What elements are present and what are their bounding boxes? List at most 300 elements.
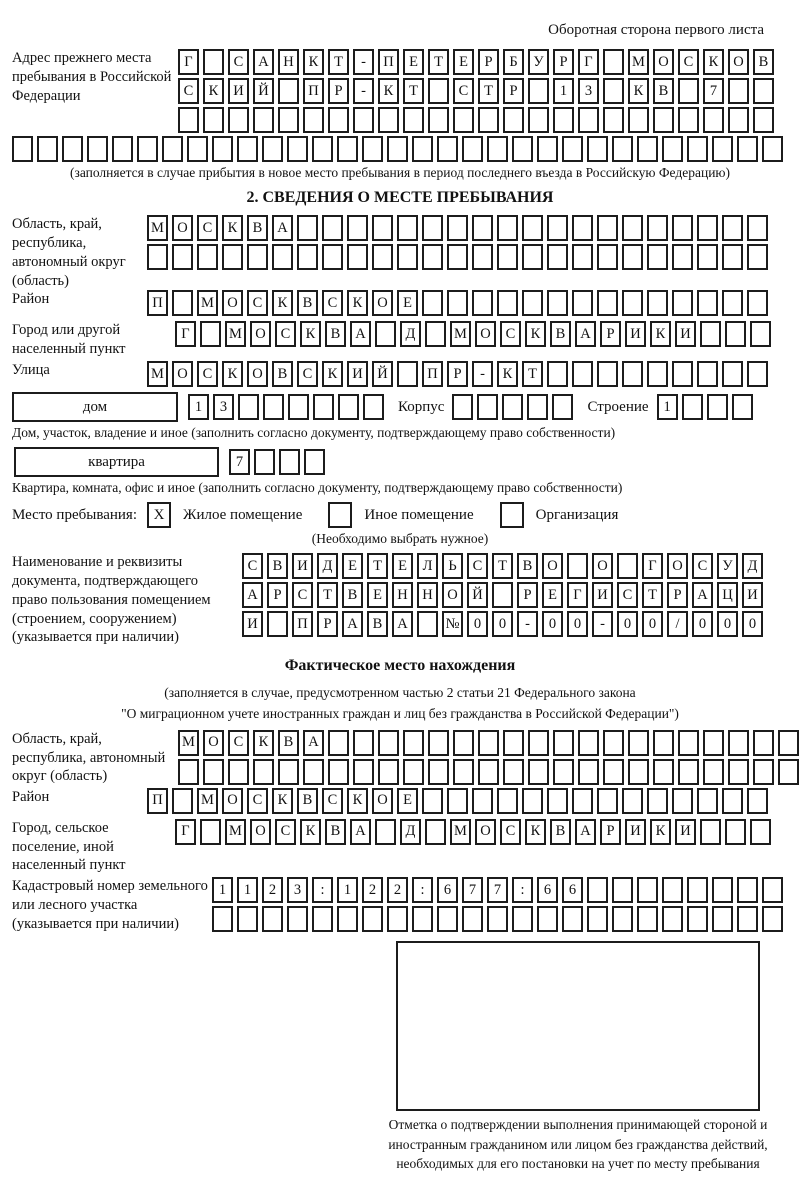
char-box[interactable]: [553, 759, 574, 785]
char-box[interactable]: [112, 136, 133, 162]
char-box[interactable]: [378, 730, 399, 756]
char-box[interactable]: Г: [578, 49, 599, 75]
char-box[interactable]: [372, 215, 393, 241]
char-box[interactable]: М: [225, 819, 246, 845]
checkbox-inoe[interactable]: [328, 502, 352, 528]
char-box[interactable]: М: [450, 819, 471, 845]
char-box[interactable]: Г: [178, 49, 199, 75]
char-box[interactable]: С: [247, 290, 268, 316]
char-box[interactable]: [503, 107, 524, 133]
char-box[interactable]: [453, 107, 474, 133]
char-box[interactable]: [425, 819, 446, 845]
char-box[interactable]: [187, 136, 208, 162]
char-box[interactable]: М: [225, 321, 246, 347]
char-box[interactable]: [578, 107, 599, 133]
char-box[interactable]: [203, 49, 224, 75]
char-box[interactable]: С: [467, 553, 488, 579]
char-box[interactable]: У: [528, 49, 549, 75]
char-box[interactable]: Р: [600, 819, 621, 845]
char-box[interactable]: [87, 136, 108, 162]
char-box[interactable]: О: [172, 215, 193, 241]
char-box[interactable]: 0: [742, 611, 763, 637]
char-box[interactable]: [347, 215, 368, 241]
char-box[interactable]: Н: [392, 582, 413, 608]
char-box[interactable]: М: [197, 788, 218, 814]
char-box[interactable]: 0: [567, 611, 588, 637]
char-box[interactable]: [363, 394, 384, 420]
char-box[interactable]: [312, 136, 333, 162]
char-box[interactable]: В: [517, 553, 538, 579]
char-box[interactable]: И: [228, 78, 249, 104]
char-box[interactable]: [562, 136, 583, 162]
char-box[interactable]: [338, 394, 359, 420]
char-box[interactable]: М: [197, 290, 218, 316]
char-box[interactable]: [347, 244, 368, 270]
char-box[interactable]: В: [753, 49, 774, 75]
char-box[interactable]: [572, 215, 593, 241]
char-box[interactable]: [262, 906, 283, 932]
char-box[interactable]: 3: [287, 877, 308, 903]
char-box[interactable]: [697, 290, 718, 316]
char-box[interactable]: И: [742, 582, 763, 608]
char-box[interactable]: 0: [692, 611, 713, 637]
char-box[interactable]: [200, 321, 221, 347]
char-box[interactable]: [562, 906, 583, 932]
char-box[interactable]: [322, 215, 343, 241]
char-box[interactable]: Б: [503, 49, 524, 75]
char-box[interactable]: К: [525, 321, 546, 347]
char-box[interactable]: Т: [403, 78, 424, 104]
char-box[interactable]: П: [303, 78, 324, 104]
char-box[interactable]: [778, 730, 799, 756]
char-box[interactable]: [278, 107, 299, 133]
char-box[interactable]: [425, 321, 446, 347]
char-box[interactable]: [278, 759, 299, 785]
char-box[interactable]: [272, 244, 293, 270]
char-box[interactable]: [397, 244, 418, 270]
char-box[interactable]: К: [253, 730, 274, 756]
char-box[interactable]: [672, 215, 693, 241]
char-box[interactable]: [378, 759, 399, 785]
char-box[interactable]: В: [367, 611, 388, 637]
char-box[interactable]: О: [222, 788, 243, 814]
char-box[interactable]: [378, 107, 399, 133]
char-box[interactable]: О: [728, 49, 749, 75]
char-box[interactable]: [653, 759, 674, 785]
char-box[interactable]: 3: [578, 78, 599, 104]
char-box[interactable]: [697, 361, 718, 387]
char-box[interactable]: [147, 244, 168, 270]
char-box[interactable]: [462, 136, 483, 162]
char-box[interactable]: Р: [517, 582, 538, 608]
char-box[interactable]: С: [500, 321, 521, 347]
char-box[interactable]: [572, 244, 593, 270]
char-box[interactable]: А: [350, 321, 371, 347]
char-box[interactable]: [578, 759, 599, 785]
char-box[interactable]: [397, 361, 418, 387]
char-box[interactable]: К: [378, 78, 399, 104]
char-box[interactable]: А: [692, 582, 713, 608]
char-box[interactable]: [422, 788, 443, 814]
char-box[interactable]: О: [372, 290, 393, 316]
char-box[interactable]: [412, 906, 433, 932]
char-box[interactable]: Е: [542, 582, 563, 608]
char-box[interactable]: П: [292, 611, 313, 637]
char-box[interactable]: 1: [337, 877, 358, 903]
char-box[interactable]: [662, 906, 683, 932]
char-box[interactable]: [477, 394, 498, 420]
char-box[interactable]: [678, 107, 699, 133]
char-box[interactable]: Т: [428, 49, 449, 75]
char-box[interactable]: О: [203, 730, 224, 756]
char-box[interactable]: [612, 136, 633, 162]
char-box[interactable]: К: [650, 321, 671, 347]
char-box[interactable]: [662, 136, 683, 162]
char-box[interactable]: 7: [462, 877, 483, 903]
char-box[interactable]: [700, 321, 721, 347]
char-box[interactable]: В: [272, 361, 293, 387]
char-box[interactable]: С: [228, 49, 249, 75]
char-box[interactable]: Т: [492, 553, 513, 579]
char-box[interactable]: [678, 78, 699, 104]
char-box[interactable]: [472, 215, 493, 241]
char-box[interactable]: [612, 877, 633, 903]
char-box[interactable]: [522, 244, 543, 270]
char-box[interactable]: С: [453, 78, 474, 104]
char-box[interactable]: [578, 730, 599, 756]
char-box[interactable]: [287, 136, 308, 162]
char-box[interactable]: [200, 819, 221, 845]
char-box[interactable]: Г: [642, 553, 663, 579]
char-box[interactable]: В: [247, 215, 268, 241]
char-box[interactable]: [753, 759, 774, 785]
char-box[interactable]: В: [342, 582, 363, 608]
char-box[interactable]: С: [247, 788, 268, 814]
char-box[interactable]: 0: [617, 611, 638, 637]
char-box[interactable]: [297, 215, 318, 241]
char-box[interactable]: [750, 321, 771, 347]
char-box[interactable]: [172, 788, 193, 814]
char-box[interactable]: П: [147, 788, 168, 814]
char-box[interactable]: [707, 394, 728, 420]
char-box[interactable]: В: [297, 788, 318, 814]
char-box[interactable]: Й: [253, 78, 274, 104]
char-box[interactable]: [253, 107, 274, 133]
char-box[interactable]: [478, 730, 499, 756]
char-box[interactable]: [328, 730, 349, 756]
char-box[interactable]: [572, 788, 593, 814]
char-box[interactable]: [722, 361, 743, 387]
char-box[interactable]: [728, 759, 749, 785]
char-box[interactable]: [487, 136, 508, 162]
char-box[interactable]: Р: [553, 49, 574, 75]
char-box[interactable]: [422, 290, 443, 316]
char-box[interactable]: 1: [212, 877, 233, 903]
char-box[interactable]: [597, 215, 618, 241]
char-box[interactable]: [428, 730, 449, 756]
char-box[interactable]: Г: [567, 582, 588, 608]
char-box[interactable]: [587, 877, 608, 903]
char-box[interactable]: [337, 136, 358, 162]
char-box[interactable]: [662, 877, 683, 903]
char-box[interactable]: [622, 290, 643, 316]
char-box[interactable]: [547, 788, 568, 814]
char-box[interactable]: В: [653, 78, 674, 104]
char-box[interactable]: [228, 759, 249, 785]
char-box[interactable]: [237, 906, 258, 932]
char-box[interactable]: И: [675, 321, 696, 347]
char-box[interactable]: [428, 759, 449, 785]
char-box[interactable]: Р: [317, 611, 338, 637]
char-box[interactable]: К: [300, 819, 321, 845]
char-box[interactable]: [527, 394, 548, 420]
char-box[interactable]: Д: [742, 553, 763, 579]
char-box[interactable]: И: [292, 553, 313, 579]
char-box[interactable]: [700, 819, 721, 845]
char-box[interactable]: О: [442, 582, 463, 608]
char-box[interactable]: [612, 906, 633, 932]
char-box[interactable]: [547, 244, 568, 270]
char-box[interactable]: Ц: [717, 582, 738, 608]
char-box[interactable]: :: [512, 877, 533, 903]
char-box[interactable]: О: [667, 553, 688, 579]
char-box[interactable]: [528, 78, 549, 104]
char-box[interactable]: О: [172, 361, 193, 387]
char-box[interactable]: [472, 290, 493, 316]
char-box[interactable]: К: [525, 819, 546, 845]
char-box[interactable]: [722, 290, 743, 316]
char-box[interactable]: [353, 759, 374, 785]
char-box[interactable]: [522, 290, 543, 316]
char-box[interactable]: [375, 819, 396, 845]
char-box[interactable]: [304, 449, 325, 475]
char-box[interactable]: 0: [642, 611, 663, 637]
char-box[interactable]: [387, 906, 408, 932]
char-box[interactable]: Е: [397, 290, 418, 316]
char-box[interactable]: К: [300, 321, 321, 347]
char-box[interactable]: А: [392, 611, 413, 637]
char-box[interactable]: 1: [188, 394, 209, 420]
char-box[interactable]: [712, 136, 733, 162]
char-box[interactable]: [567, 553, 588, 579]
char-box[interactable]: Р: [600, 321, 621, 347]
char-box[interactable]: Д: [400, 819, 421, 845]
char-box[interactable]: [732, 394, 753, 420]
char-box[interactable]: О: [222, 290, 243, 316]
char-box[interactable]: Р: [267, 582, 288, 608]
char-box[interactable]: [253, 759, 274, 785]
char-box[interactable]: Е: [403, 49, 424, 75]
char-box[interactable]: [528, 730, 549, 756]
char-box[interactable]: М: [147, 361, 168, 387]
char-box[interactable]: Р: [667, 582, 688, 608]
char-box[interactable]: 6: [562, 877, 583, 903]
char-box[interactable]: [297, 244, 318, 270]
char-box[interactable]: С: [678, 49, 699, 75]
char-box[interactable]: /: [667, 611, 688, 637]
char-box[interactable]: [497, 290, 518, 316]
char-box[interactable]: [497, 215, 518, 241]
char-box[interactable]: О: [592, 553, 613, 579]
char-box[interactable]: [747, 215, 768, 241]
char-box[interactable]: И: [242, 611, 263, 637]
char-box[interactable]: П: [147, 290, 168, 316]
char-box[interactable]: С: [322, 290, 343, 316]
char-box[interactable]: [279, 449, 300, 475]
char-box[interactable]: [303, 759, 324, 785]
char-box[interactable]: О: [250, 321, 271, 347]
char-box[interactable]: [312, 906, 333, 932]
char-box[interactable]: [762, 906, 783, 932]
char-box[interactable]: 2: [362, 877, 383, 903]
char-box[interactable]: [637, 906, 658, 932]
char-box[interactable]: [492, 582, 513, 608]
char-box[interactable]: А: [575, 321, 596, 347]
char-box[interactable]: [617, 553, 638, 579]
char-box[interactable]: А: [253, 49, 274, 75]
char-box[interactable]: Т: [642, 582, 663, 608]
char-box[interactable]: [587, 136, 608, 162]
char-box[interactable]: К: [703, 49, 724, 75]
char-box[interactable]: [628, 107, 649, 133]
char-box[interactable]: О: [475, 819, 496, 845]
char-box[interactable]: [747, 244, 768, 270]
char-box[interactable]: Н: [278, 49, 299, 75]
char-box[interactable]: 6: [437, 877, 458, 903]
char-box[interactable]: :: [412, 877, 433, 903]
char-box[interactable]: [313, 394, 334, 420]
char-box[interactable]: Л: [417, 553, 438, 579]
char-box[interactable]: [712, 906, 733, 932]
char-box[interactable]: [262, 136, 283, 162]
char-box[interactable]: Д: [400, 321, 421, 347]
char-box[interactable]: [672, 290, 693, 316]
char-box[interactable]: Т: [328, 49, 349, 75]
char-box[interactable]: Е: [397, 788, 418, 814]
char-box[interactable]: [403, 759, 424, 785]
char-box[interactable]: [228, 107, 249, 133]
char-box[interactable]: [203, 759, 224, 785]
char-box[interactable]: [212, 136, 233, 162]
char-box[interactable]: [387, 136, 408, 162]
char-box[interactable]: [178, 107, 199, 133]
char-box[interactable]: [728, 730, 749, 756]
char-box[interactable]: И: [625, 819, 646, 845]
char-box[interactable]: [603, 730, 624, 756]
char-box[interactable]: [672, 244, 693, 270]
char-box[interactable]: [722, 788, 743, 814]
char-box[interactable]: [522, 215, 543, 241]
char-box[interactable]: [512, 906, 533, 932]
char-box[interactable]: [212, 906, 233, 932]
char-box[interactable]: [537, 906, 558, 932]
char-box[interactable]: [737, 136, 758, 162]
char-box[interactable]: [682, 394, 703, 420]
char-box[interactable]: [12, 136, 33, 162]
char-box[interactable]: А: [303, 730, 324, 756]
checkbox-zhiloe[interactable]: X: [147, 502, 171, 528]
char-box[interactable]: [412, 136, 433, 162]
char-box[interactable]: [622, 361, 643, 387]
dom-type-box[interactable]: дом: [12, 392, 178, 422]
char-box[interactable]: [687, 906, 708, 932]
char-box[interactable]: [637, 136, 658, 162]
char-box[interactable]: Е: [342, 553, 363, 579]
char-box[interactable]: [452, 394, 473, 420]
char-box[interactable]: [503, 730, 524, 756]
char-box[interactable]: К: [347, 290, 368, 316]
char-box[interactable]: [603, 49, 624, 75]
char-box[interactable]: Р: [478, 49, 499, 75]
char-box[interactable]: [453, 759, 474, 785]
char-box[interactable]: Г: [175, 321, 196, 347]
char-box[interactable]: [603, 78, 624, 104]
char-box[interactable]: [728, 107, 749, 133]
char-box[interactable]: С: [692, 553, 713, 579]
char-box[interactable]: С: [297, 361, 318, 387]
char-box[interactable]: О: [542, 553, 563, 579]
char-box[interactable]: 1: [553, 78, 574, 104]
char-box[interactable]: [622, 788, 643, 814]
char-box[interactable]: [672, 361, 693, 387]
char-box[interactable]: [597, 361, 618, 387]
char-box[interactable]: [222, 244, 243, 270]
char-box[interactable]: [322, 244, 343, 270]
char-box[interactable]: М: [628, 49, 649, 75]
char-box[interactable]: [528, 107, 549, 133]
char-box[interactable]: [447, 788, 468, 814]
char-box[interactable]: [547, 215, 568, 241]
char-box[interactable]: И: [592, 582, 613, 608]
char-box[interactable]: К: [303, 49, 324, 75]
char-box[interactable]: [747, 290, 768, 316]
char-box[interactable]: К: [322, 361, 343, 387]
char-box[interactable]: [375, 321, 396, 347]
char-box[interactable]: [737, 877, 758, 903]
char-box[interactable]: К: [650, 819, 671, 845]
char-box[interactable]: [753, 730, 774, 756]
char-box[interactable]: [762, 136, 783, 162]
char-box[interactable]: С: [500, 819, 521, 845]
char-box[interactable]: [647, 788, 668, 814]
char-box[interactable]: №: [442, 611, 463, 637]
char-box[interactable]: П: [422, 361, 443, 387]
char-box[interactable]: [522, 788, 543, 814]
char-box[interactable]: Т: [478, 78, 499, 104]
char-box[interactable]: [697, 244, 718, 270]
char-box[interactable]: Н: [417, 582, 438, 608]
char-box[interactable]: [678, 730, 699, 756]
char-box[interactable]: [703, 107, 724, 133]
char-box[interactable]: 0: [467, 611, 488, 637]
char-box[interactable]: [197, 244, 218, 270]
char-box[interactable]: С: [197, 215, 218, 241]
char-box[interactable]: [172, 290, 193, 316]
char-box[interactable]: С: [228, 730, 249, 756]
char-box[interactable]: [603, 759, 624, 785]
char-box[interactable]: [162, 136, 183, 162]
char-box[interactable]: [537, 136, 558, 162]
char-box[interactable]: [497, 244, 518, 270]
char-box[interactable]: [417, 611, 438, 637]
char-box[interactable]: [462, 906, 483, 932]
char-box[interactable]: [622, 244, 643, 270]
char-box[interactable]: 7: [229, 449, 250, 475]
char-box[interactable]: [597, 244, 618, 270]
char-box[interactable]: А: [272, 215, 293, 241]
char-box[interactable]: [712, 877, 733, 903]
char-box[interactable]: У: [717, 553, 738, 579]
